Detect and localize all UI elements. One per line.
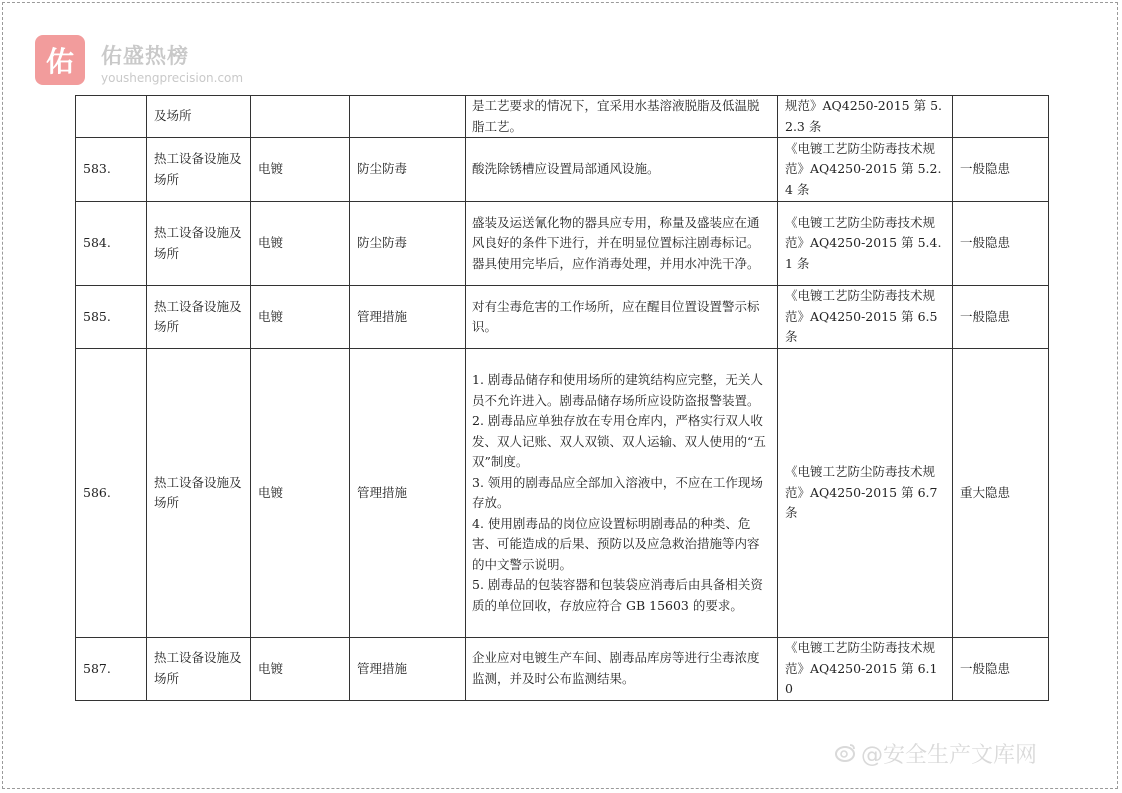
cell-category: 热工设备设施及场所 [147,349,251,638]
cell-level: 一般隐患 [953,286,1049,349]
watermark [835,738,1037,769]
cell-number: 584. [76,202,147,286]
cell-number: 583. [76,138,147,202]
cell-basis: 《电镀工艺防尘防毒技术规范》AQ4250-2015 第 5.2.4 条 [778,138,953,202]
cell-number: 585. [76,286,147,349]
cell-subcategory: 电镀 [251,638,350,701]
cell-level: 重大隐患 [953,349,1049,638]
cell-content [466,138,778,202]
table-row [76,96,1049,138]
cell-type: 管理措施 [350,349,466,638]
content-paragraph: 酸洗除锈槽应设置局部通风设施。 [472,161,660,177]
content-paragraph: 企业应对电镀生产车间、剧毒品库房等进行尘毒浓度监测，并及时公布监测结果。 [472,650,760,686]
content-paragraph: 是工艺要求的情况下，宜采用水基溶液脱脂及低温脱脂工艺。 [472,98,760,134]
content-paragraph: 4. 使用剧毒品的岗位应设置标明剧毒品的种类、危害、可能造成的后果、预防以及应急救治措施等内容的中文警示说明。 [472,515,760,572]
content-paragraph: 对有尘毒危害的工作场所，应在醒目位置设置警示标识。 [472,298,760,334]
cell-level: 一般隐患 [953,638,1049,701]
cell-subcategory: 电镀 [251,349,350,638]
cell-basis: 《电镀工艺防尘防毒技术规范》AQ4250-2015 第 6.5 条 [778,286,953,349]
cell-content [466,202,778,286]
cell-type: 管理措施 [350,286,466,349]
weibo-like-icon [835,742,857,768]
cell-type: 防尘防毒 [350,138,466,202]
cell-content [466,96,778,138]
cell-basis: 《电镀工艺防尘防毒技术规范》AQ4250-2015 第 6.7 条 [778,349,953,638]
cell-category: 热工设备设施及场所 [147,138,251,202]
cell-subcategory [251,96,350,138]
cell-type: 防尘防毒 [350,202,466,286]
cell-category: 热工设备设施及场所 [147,638,251,701]
cell-content [466,349,778,638]
cell-category: 热工设备设施及场所 [147,202,251,286]
table-row [76,638,1049,701]
cell-level: 一般隐患 [953,202,1049,286]
content-paragraph: 5. 剧毒品的包装容器和包装袋应消毒后由具备相关资质的单位回收，存放应符合 GB 15603 的要求。 [472,577,763,613]
cell-subcategory: 电镀 [251,286,350,349]
table-row [76,286,1049,349]
content-paragraph: 2. 剧毒品应单独存放在专用仓库内，严格实行双人收发、双人记账、双人双锁、双人运输、双人使用的“五双”制度。 [472,413,766,469]
cell-type [350,96,466,138]
content-paragraph: 3. 领用的剧毒品应全部加入溶液中，不应在工作现场存放。 [472,474,763,510]
watermark-text: @安全生产文库网 [861,743,1038,768]
table-row [76,349,1049,638]
cell-type: 管理措施 [350,638,466,701]
cell-basis: 《电镀工艺防尘防毒技术规范》AQ4250-2015 第 5.4.1 条 [778,202,953,286]
cell-content [466,286,778,349]
content-paragraph: 1. 剧毒品储存和使用场所的建筑结构应完整，无关人员不允许进入。剧毒品储存场所应设防盗报警装置。 [472,372,763,408]
cell-basis: 规范》AQ4250-2015 第 5.2.3 条 [778,96,953,138]
cell-number: 587. [76,638,147,701]
cell-level: 一般隐患 [953,138,1049,202]
cell-subcategory: 电镀 [251,138,350,202]
content-paragraph: 盛装及运送氰化物的器具应专用，称量及盛装应在通风良好的条件下进行，并在明显位置标注剧毒标记。器具使用完毕后，应作消毒处理，并用水冲洗干净。 [472,214,760,271]
logo-mark: 佑 [35,35,85,85]
logo-url: youshengprecision.com [101,71,244,85]
cell-category: 热工设备设施及场所 [147,286,251,349]
cell-content [466,638,778,701]
cell-number: 586. [76,349,147,638]
cell-category: 及场所 [147,96,251,138]
cell-subcategory: 电镀 [251,202,350,286]
table-row [76,202,1049,286]
cell-basis: 《电镀工艺防尘防毒技术规范》AQ4250-2015 第 6.10 [778,638,953,701]
table-row [76,138,1049,202]
logo-name: 佑盛热榜 [101,44,189,68]
cell-number [76,96,147,138]
cell-level [953,96,1049,138]
hazard-table [75,95,1049,701]
